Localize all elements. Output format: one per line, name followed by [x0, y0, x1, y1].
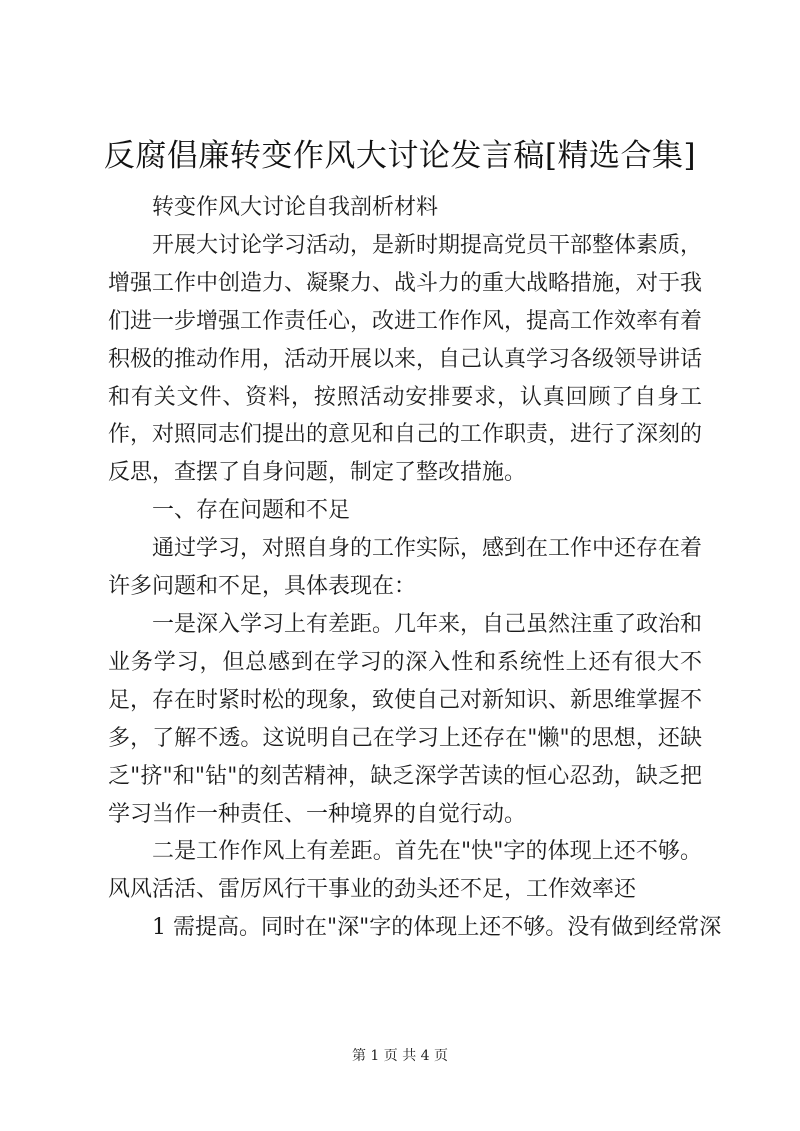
document-title: 反腐倡廉转变作风大讨论发言稿[精选合集] — [103, 138, 697, 174]
document-body — [108, 189, 722, 947]
point-one-paragraph: 一是深入学习上有差距。几年来，自己虽然注重了政治和业务学习，但总感到在学习的深入性和系统性上还有很大不足，存在时紧时松的现象，致使自己对新知识、新思维掌握不多，了解不透。这说明自己在学习上还存在"懒"的思想，还缺乏"挤"和"钻"的刻苦精神，缺乏深学苦读的恒心忍劲，缺乏把学习当作一种责任、一种境界的自觉行动。 — [108, 611, 703, 827]
continuation-line: 1 需提高。同时在"深"字的体现上还不够。没有做到经常深 — [152, 915, 722, 941]
section-intro-paragraph: 通过学习，对照自身的工作实际，感到在工作中还存在着许多问题和不足，具体表现在： — [108, 536, 703, 600]
document-subtitle: 转变作风大讨论自我剖析材料 — [152, 195, 439, 220]
intro-paragraph: 开展大讨论学习活动，是新时期提高党员干部整体素质，增强工作中创造力、凝聚力、战斗力的重大战略措施，对于我们进一步增强工作责任心，改进工作作风，提高工作效率有着积极的推动作用，活动开展以来，自己认真学习各级领导讲话和有关文件、资料，按照活动安排要求，认真回顾了自身工作，对照同志们提出的意见和自己的工作职责，进行了深刻的反思，查摆了自身问题，制定了整改措施。 — [108, 232, 703, 486]
point-two-paragraph: 二是工作作风上有差距。首先在"快"字的体现上还不够。风风活活、雷厉风行干事业的劲头还不足，工作效率还 — [108, 839, 702, 903]
page-footer: 第 1 页 共 4 页 — [351, 1048, 449, 1064]
section-heading: 一、存在问题和不足 — [152, 498, 351, 524]
